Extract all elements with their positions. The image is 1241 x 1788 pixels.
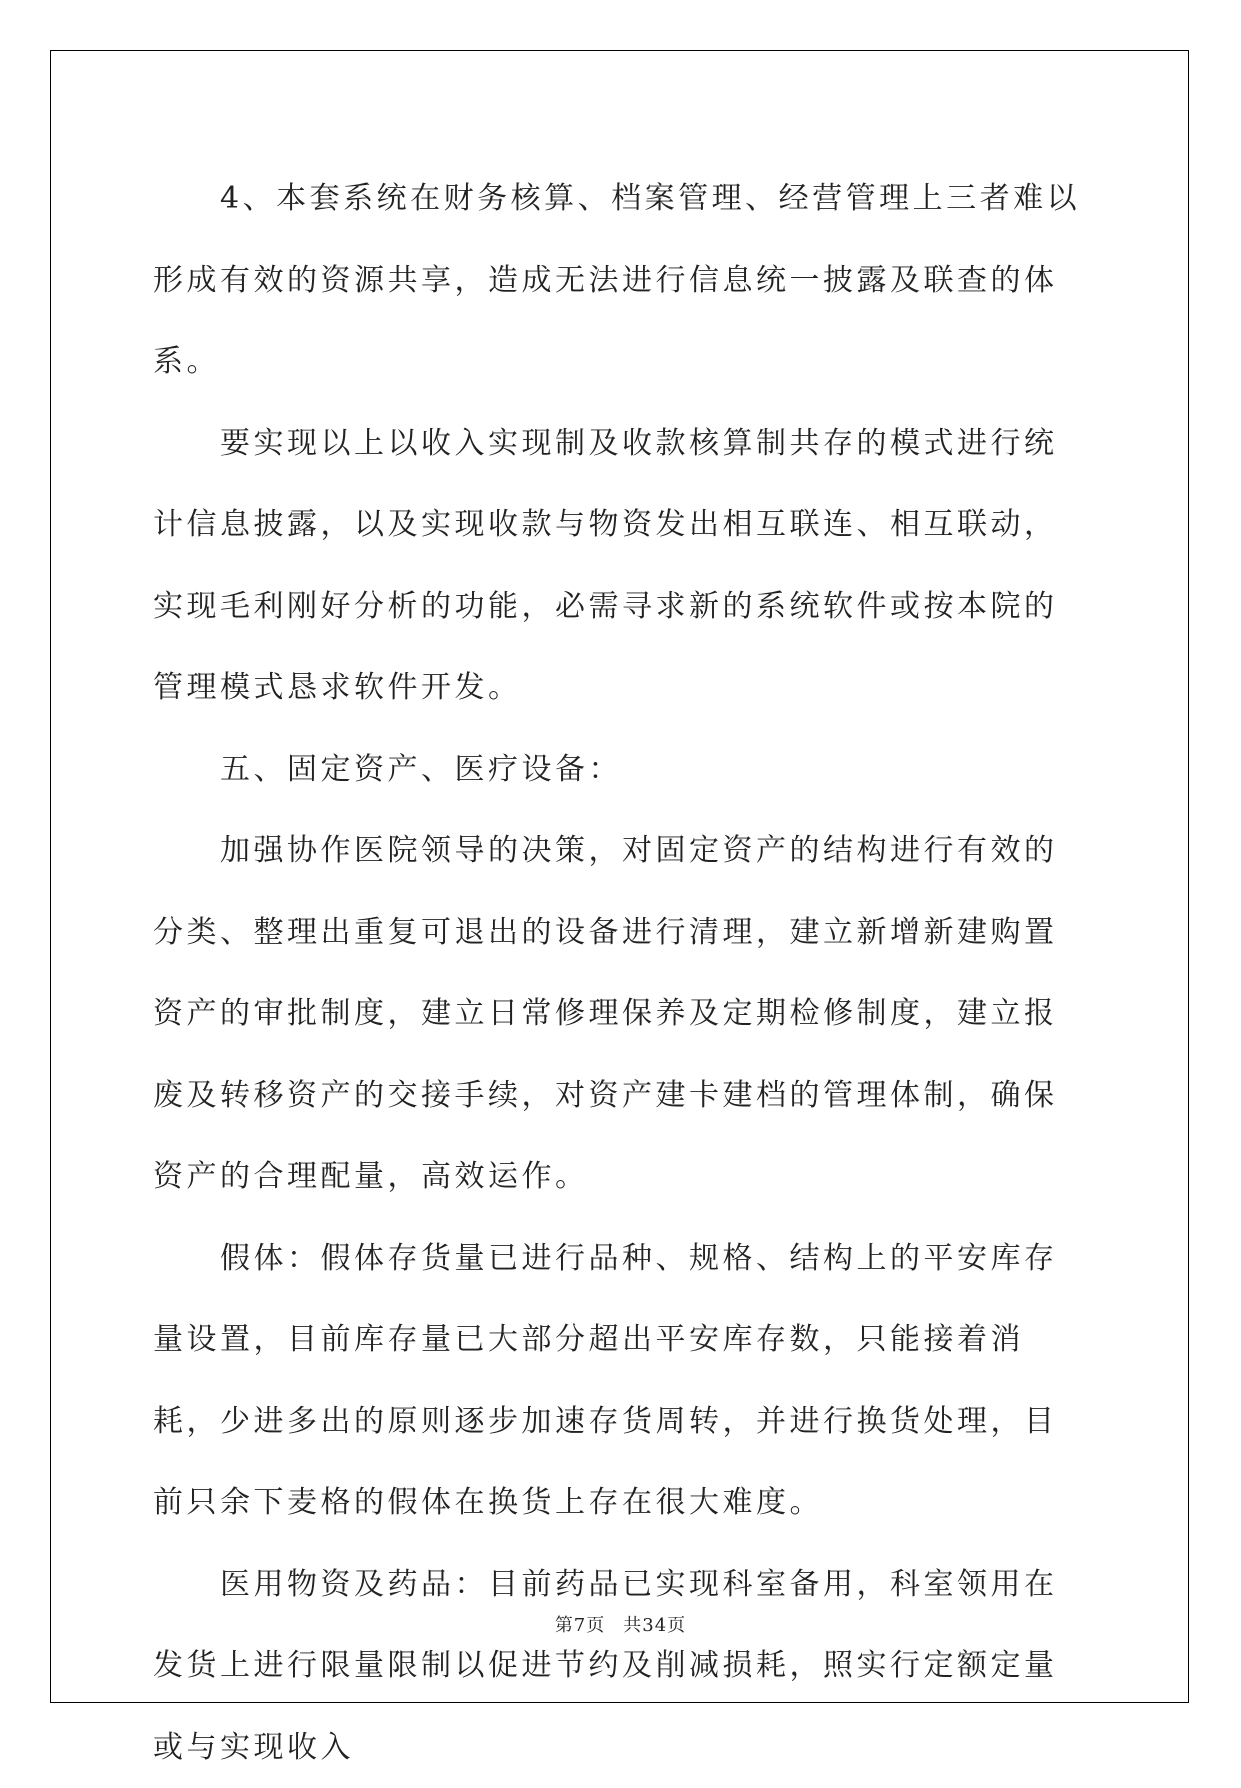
page-footer [0,1611,1241,1637]
page-total: 共34页 [623,1615,686,1636]
paragraph: 医用物资及药品：目前药品已实现科室备用，科室领用在发货上进行限量限制以促进节约及削减损耗，照实行定额定量或与实现收入 [153,1544,1088,1788]
paragraph: 要实现以上以收入实现制及收款核算制共存的模式进行统计信息披露，以及实现收款与物资发出相互联连、相互联动，实现毛利刚好分析的功能，必需寻求新的系统软件或按本院的管理模式恳求软件开发。 [153,403,1088,729]
page-number: 第7页 [555,1615,605,1636]
paragraph: 假体：假体存货量已进行品种、规格、结构上的平安库存量设置，目前库存量已大部分超出平安库存数，只能接着消耗，少进多出的原则逐步加速存货周转，并进行换货处理，目前只余下麦格的假体在换货上存在很大难度。 [153,1218,1088,1544]
document-body [153,158,1088,1788]
section-heading: 五、固定资产、医疗设备： [153,729,1088,811]
paragraph: 加强协作医院领导的决策，对固定资产的结构进行有效的分类、整理出重复可退出的设备进行清理，建立新增新建购置资产的审批制度，建立日常修理保养及定期检修制度，建立报废及转移资产的交接手续，对资产建卡建档的管理体制，确保资产的合理配量，高效运作。 [153,810,1088,1218]
paragraph: 4、本套系统在财务核算、档案管理、经营管理上三者难以形成有效的资源共享，造成无法进行信息统一披露及联查的体系。 [153,158,1088,403]
